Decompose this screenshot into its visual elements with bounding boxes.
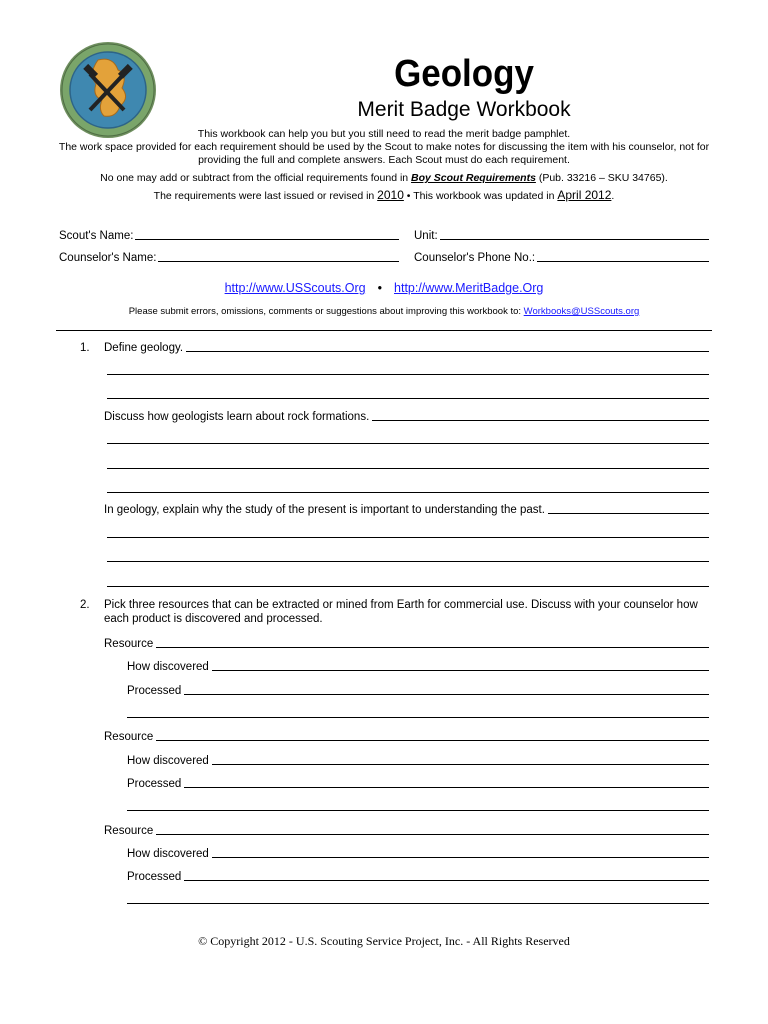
- how-discovered-label: How discovered: [127, 661, 209, 673]
- requirement-1c-text: In geology, explain why the study of the present is important to understanding the past.: [104, 504, 545, 516]
- intro-line-2: The work space provided for each requirement should be used by the Scout to make notes for discussing the item with his counselor, not for providing the full and complete answers. Each Scout must do each requirement.: [58, 141, 710, 166]
- unit-field[interactable]: [414, 229, 709, 243]
- answer-line[interactable]: [156, 730, 709, 741]
- intro-line-1: This workbook can help you but you still need to read the merit badge pamphlet.: [197, 128, 571, 140]
- requirement-1a[interactable]: [104, 341, 709, 355]
- how-discovered-label: How discovered: [127, 755, 209, 767]
- answer-line[interactable]: [127, 717, 709, 718]
- copyright-footer: © Copyright 2012 - U.S. Scouting Service Project, Inc. - All Rights Reserved: [198, 934, 570, 948]
- scout-name-label: Scout's Name:: [59, 230, 134, 242]
- intro-4-pre: The requirements were last issued or revised in: [153, 190, 378, 202]
- resource-3-field[interactable]: [104, 824, 709, 838]
- answer-line[interactable]: [127, 903, 709, 904]
- resource-2-field[interactable]: [104, 730, 709, 744]
- answer-line[interactable]: [107, 492, 709, 493]
- resource-2-processed[interactable]: [127, 777, 709, 791]
- resource-label: Resource: [104, 731, 154, 743]
- requirement-1b-text: Discuss how geologists learn about rock formations.: [104, 411, 370, 423]
- intro-4-mid: • This workbook was updated in: [403, 190, 558, 202]
- counselor-phone-field[interactable]: [414, 251, 709, 265]
- requirement-1b[interactable]: [104, 410, 709, 424]
- resource-label: Resource: [104, 825, 154, 837]
- counselor-name-label: Counselor's Name:: [59, 252, 157, 264]
- intro-4-end: .: [611, 190, 615, 202]
- updated-date: April 2012: [557, 188, 612, 202]
- answer-line[interactable]: [107, 537, 709, 538]
- resource-3-processed[interactable]: [127, 870, 709, 884]
- intro-text: [56, 128, 712, 203]
- website-links: [0, 281, 768, 295]
- answer-line[interactable]: [156, 637, 709, 648]
- answer-line[interactable]: [127, 810, 709, 811]
- answer-line[interactable]: [186, 341, 709, 352]
- counselor-name-line[interactable]: [158, 251, 399, 262]
- intro-line-3: [56, 172, 712, 185]
- answer-line[interactable]: [107, 443, 709, 444]
- answer-line[interactable]: [548, 503, 709, 514]
- counselor-phone-line[interactable]: [537, 251, 709, 262]
- answer-line[interactable]: [107, 586, 709, 587]
- meritbadge-link[interactable]: http://www.MeritBadge.Org: [394, 281, 544, 295]
- usscouts-link[interactable]: http://www.USScouts.Org: [224, 281, 366, 295]
- requirements-book-title: Boy Scout Requirements: [411, 172, 536, 184]
- unit-line[interactable]: [440, 229, 709, 240]
- geology-merit-badge-icon: [58, 40, 158, 140]
- intro-3-post: (Pub. 33216 – SKU 34765).: [535, 172, 668, 184]
- page-subtitle: Merit Badge Workbook: [357, 98, 571, 121]
- unit-label: Unit:: [414, 230, 438, 242]
- feedback-text: Please submit errors, omissions, comments or suggestions about improving this workbook to:: [128, 306, 524, 317]
- answer-line[interactable]: [372, 410, 709, 421]
- workbooks-email-link[interactable]: Workbooks@USScouts.org: [523, 306, 640, 317]
- counselor-phone-label: Counselor's Phone No.:: [414, 252, 536, 264]
- answer-line[interactable]: [184, 870, 709, 881]
- requirement-2-text: Pick three resources that can be extracted or mined from Earth for commercial use. Discuss with your counselor how each product is discovered and processed.: [104, 599, 698, 625]
- page-title: Geology: [394, 53, 534, 95]
- requirement-1c[interactable]: [104, 503, 709, 517]
- intro-line-4: [56, 189, 712, 203]
- how-discovered-label: How discovered: [127, 848, 209, 860]
- processed-label: Processed: [127, 778, 182, 790]
- resource-1-processed[interactable]: [127, 684, 709, 698]
- answer-line[interactable]: [184, 684, 709, 695]
- resource-1-how-discovered[interactable]: [127, 660, 709, 674]
- revision-year: 2010: [377, 188, 404, 202]
- answer-line[interactable]: [212, 660, 709, 671]
- answer-line[interactable]: [107, 468, 709, 469]
- resource-3-how-discovered[interactable]: [127, 847, 709, 861]
- requirement-2-number: 2.: [80, 599, 90, 611]
- answer-line[interactable]: [212, 847, 709, 858]
- answer-line[interactable]: [107, 374, 709, 375]
- requirement-1-number: 1.: [80, 342, 90, 354]
- resource-2-how-discovered[interactable]: [127, 754, 709, 768]
- answer-line[interactable]: [107, 561, 709, 562]
- counselor-name-field[interactable]: [59, 251, 399, 265]
- scout-name-line[interactable]: [135, 229, 399, 240]
- requirement-1a-text: Define geology.: [104, 342, 184, 354]
- feedback-note: [0, 306, 768, 317]
- link-separator: •: [377, 281, 383, 295]
- resource-label: Resource: [104, 638, 154, 650]
- header-divider: [56, 330, 712, 331]
- intro-3-pre: No one may add or subtract from the official requirements found in: [100, 172, 412, 184]
- resource-1-field[interactable]: [104, 637, 709, 651]
- scout-name-field[interactable]: [59, 229, 399, 243]
- answer-line[interactable]: [156, 824, 709, 835]
- answer-line[interactable]: [184, 777, 709, 788]
- processed-label: Processed: [127, 685, 182, 697]
- answer-line[interactable]: [212, 754, 709, 765]
- answer-line[interactable]: [107, 398, 709, 399]
- processed-label: Processed: [127, 871, 182, 883]
